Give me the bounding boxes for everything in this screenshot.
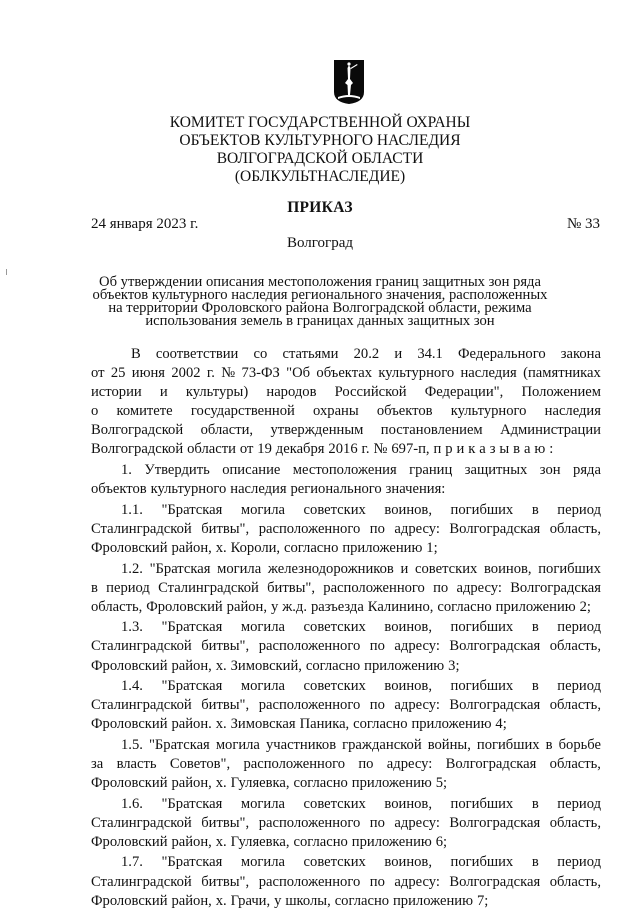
text-line: Сталинградской битвы", расположенного по адресу: Волгоградская область,	[91, 638, 601, 655]
text-line: область, Фроловский район, у ж.д. разъезда Калинино, согласно приложению 2;	[91, 598, 591, 615]
text-line: 1.3. "Братская могила советских воинов, погибших в период	[121, 619, 601, 636]
body-paragraph	[91, 677, 601, 734]
order-number: № 33	[566, 216, 600, 232]
text-line: Сталинградской битвы", расположенного по адресу: Волгоградская область,	[91, 814, 601, 831]
order-body	[91, 345, 601, 912]
org-line: (ОБЛКУЛЬТНАСЛЕДИЕ)	[234, 168, 406, 185]
org-line: ОБЪЕКТОВ КУЛЬТУРНОГО НАСЛЕДИЯ	[179, 132, 461, 149]
org-line: КОМИТЕТ ГОСУДАРСТВЕННОЙ ОХРАНЫ	[169, 114, 471, 131]
body-paragraph	[91, 618, 601, 675]
margin-mark	[6, 269, 7, 275]
text-line: В соответствии со статьями 20.2 и 34.1 Федерального закона	[131, 346, 601, 362]
text-line: объектов культурного наследия регионального значения:	[91, 481, 446, 498]
text-line: Фроловский район. х. Зимовская Паника, согласно приложению 4;	[91, 716, 507, 733]
text-line: Фроловский район, х. Короли, согласно приложению 1;	[91, 539, 438, 556]
text-line: Сталинградской битвы", расположенного по адресу: Волгоградская область,	[91, 520, 601, 537]
text-line: 1. Утвердить описание местоположения границ защитных зон ряда	[121, 462, 601, 479]
text-line: Волгоградской области, утвержденным постановлением Администрации	[91, 422, 601, 439]
text-line: 1.2. "Братская могила железнодорожников и советских воинов, погибших	[121, 560, 601, 577]
text-line: Сталинградской битвы", расположенного по адресу: Волгоградская область,	[91, 697, 601, 714]
text-line: Фроловский район, х. Гуляевка, согласно приложению 6;	[91, 833, 448, 850]
text-line: истории и культуры) народов Российской Федерации", Положением	[91, 384, 601, 401]
order-date: 24 января 2023 г.	[91, 216, 199, 232]
text-line: о комитете государственной охраны объектов культурного наследия	[91, 403, 601, 420]
text-line: Волгоградской области от 19 декабря 2016 г. № 697-п, п р и к а з ы в а ю :	[91, 441, 554, 458]
body-paragraph	[91, 795, 601, 852]
body-paragraph	[91, 853, 601, 910]
text-line: от 25 июня 2002 г. № 73-ФЗ "Об объектах культурного наследия (памятниках	[91, 365, 601, 382]
coat-of-arms-icon	[333, 59, 365, 105]
text-line: за власть Советов", расположенного по адресу: Волгоградская область,	[91, 755, 601, 772]
text-line: Фроловский район, х. Грачи, у школы, согласно приложению 7;	[91, 892, 489, 909]
text-line: 1.4. "Братская могила советских воинов, погибших в период	[121, 678, 601, 695]
order-city: Волгоград	[286, 235, 353, 251]
subject-line: использования земель в границах данных защитных зон	[145, 313, 495, 329]
subject-line: Об утверждении описания местоположения границ защитных зон ряда	[99, 274, 541, 290]
text-line: Фроловский район, х. Зимовский, согласно приложению 3;	[91, 657, 460, 674]
body-paragraph	[91, 736, 601, 793]
order-subject	[0, 276, 640, 328]
body-paragraph	[91, 345, 601, 460]
text-line: 1.7. "Братская могила советских воинов, погибших в период	[121, 854, 601, 871]
subject-line: на территории Фроловского района Волгоградской области, режима	[108, 300, 532, 316]
body-paragraph	[91, 461, 601, 499]
organization-name	[0, 114, 640, 186]
text-line: Фроловский район, х. Гуляевка, согласно приложению 5;	[91, 775, 448, 792]
text-line: Сталинградской битвы", расположенного по адресу: Волгоградская область,	[91, 873, 601, 890]
body-paragraph	[91, 560, 601, 617]
body-paragraph	[91, 501, 601, 558]
subject-line: объектов культурного наследия регионального значения, расположенных	[92, 287, 548, 303]
text-line: 1.5. "Братская могила участников гражданской войны, погибших в борьбе	[121, 736, 601, 753]
order-title: ПРИКАЗ	[287, 199, 353, 216]
text-line: в период Сталинградской битвы", расположенного по адресу: Волгоградская	[91, 579, 601, 596]
text-line: 1.6. "Братская могила советских воинов, погибших в период	[121, 795, 601, 812]
org-line: ВОЛГОГРАДСКОЙ ОБЛАСТИ	[216, 150, 424, 167]
text-line: 1.1. "Братская могила советских воинов, погибших в период	[121, 501, 601, 518]
